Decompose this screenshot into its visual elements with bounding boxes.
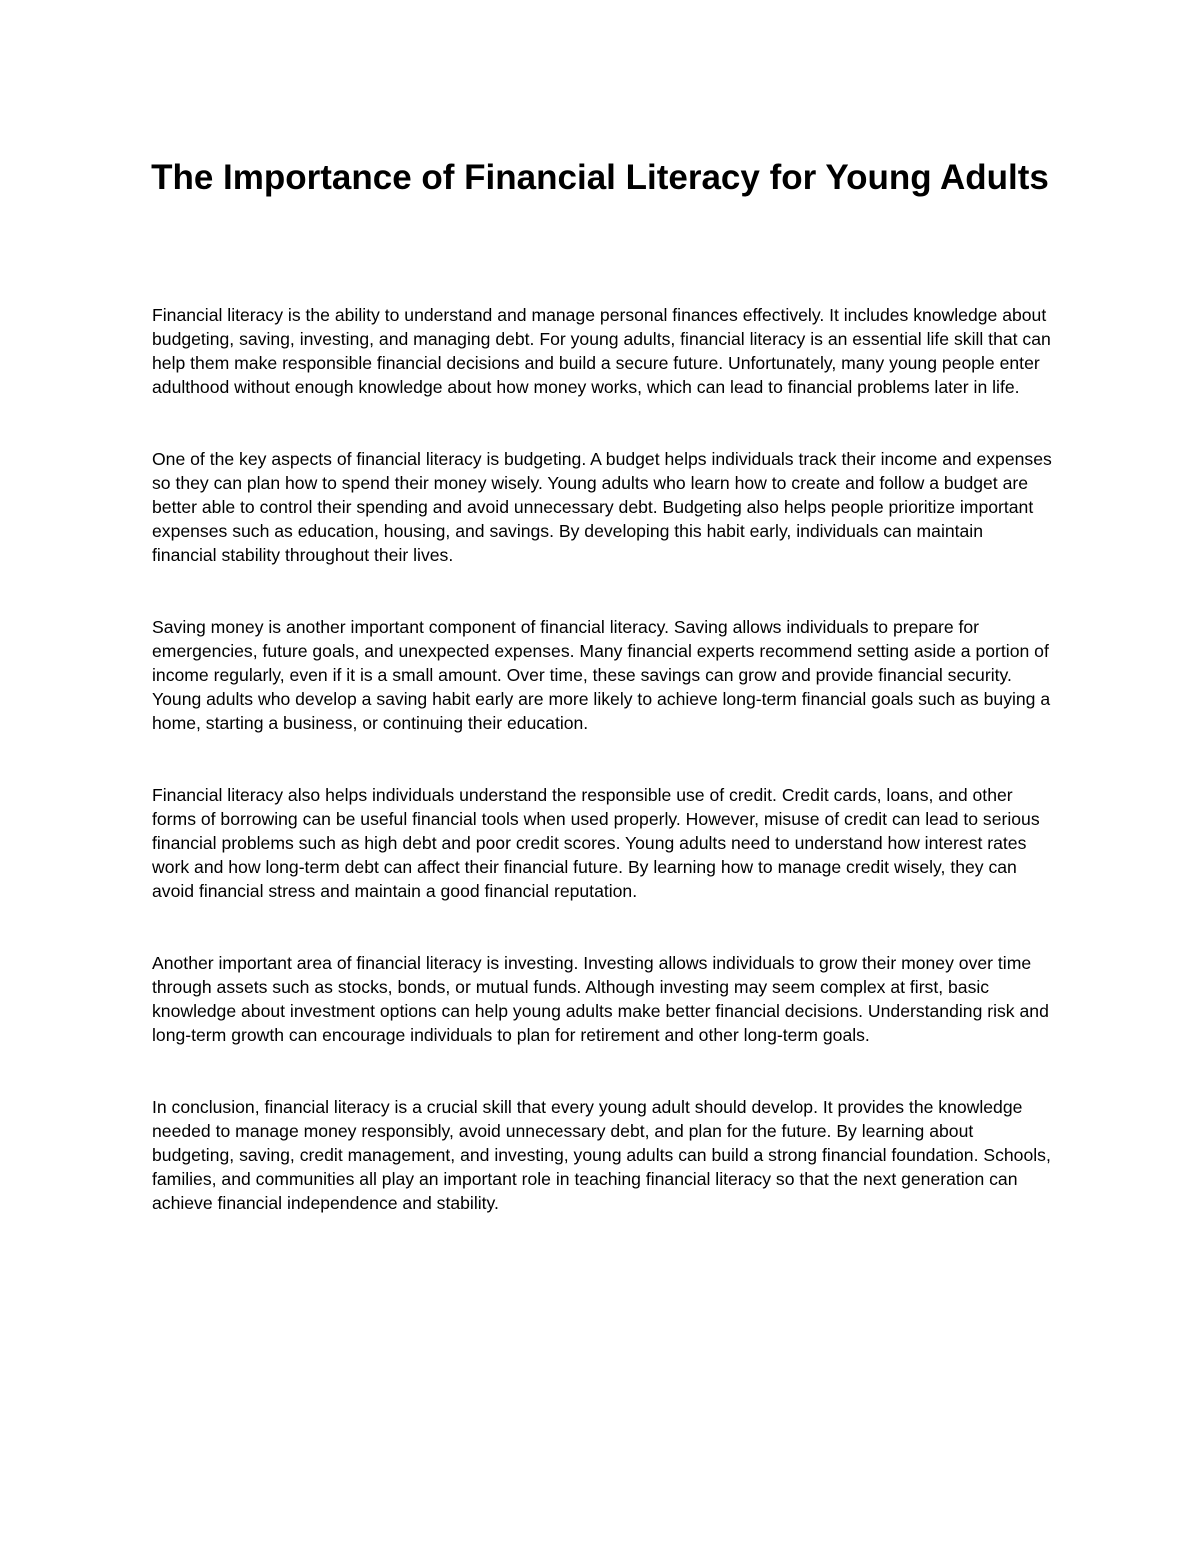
paragraph-investing: Another important area of financial literacy is investing. Investing allows individuals to grow their money over time through assets such as stocks, bonds, or mutual funds. Although investing may seem complex at first, basic knowledge about investment options can help young adults make better financial decisions. Understanding risk and long-term growth can encourage individuals to plan for retirement and other long-term goals.	[152, 953, 1049, 1045]
paragraph-introduction: Financial literacy is the ability to understand and manage personal finances effectively. It includes knowledge about budgeting, saving, investing, and managing debt. For young adults, financial literacy is an essential life skill that can help them make responsible financial decisions and build a secure future. Unfortunately, many young people enter adulthood without enough knowledge about how money works, which can lead to financial problems later in life.	[152, 305, 1051, 397]
paragraph-credit: Financial literacy also helps individuals understand the responsible use of credit. Credit cards, loans, and other forms of borrowing can be useful financial tools when used properly. However, misuse of credit can lead to serious financial problems such as high debt and poor credit scores. Young adults need to understand how interest rates work and how long-term debt can affect their financial future. By learning how to manage credit wisely, they can avoid financial stress and maintain a good financial reputation.	[152, 785, 1040, 901]
paragraph-budgeting: One of the key aspects of financial literacy is budgeting. A budget helps individuals track their income and expenses so they can plan how to spend their money wisely. Young adults who learn how to create and follow a budget are better able to control their spending and avoid unnecessary debt. Budgeting also helps people prioritize important expenses such as education, housing, and savings. By developing this habit early, individuals can maintain financial stability throughout their lives.	[152, 449, 1052, 565]
paragraph-saving: Saving money is another important component of financial literacy. Saving allows individuals to prepare for emergencies, future goals, and unexpected expenses. Many financial experts recommend setting aside a portion of income regularly, even if it is a small amount. Over time, these savings can grow and provide financial security. Young adults who develop a saving habit early are more likely to achieve long-term financial goals such as buying a home, starting a business, or continuing their education.	[152, 617, 1051, 733]
document-body	[152, 303, 1052, 1263]
paragraph-conclusion: In conclusion, financial literacy is a crucial skill that every young adult should develop. It provides the knowledge needed to manage money responsibly, avoid unnecessary debt, and plan for the future. By learning about budgeting, saving, credit management, and investing, young adults can build a strong financial foundation. Schools, families, and communities all play an important role in teaching financial literacy so that the next generation can achieve financial independence and stability.	[152, 1097, 1051, 1213]
document-title: The Importance of Financial Literacy for Young Adults	[151, 158, 1049, 197]
